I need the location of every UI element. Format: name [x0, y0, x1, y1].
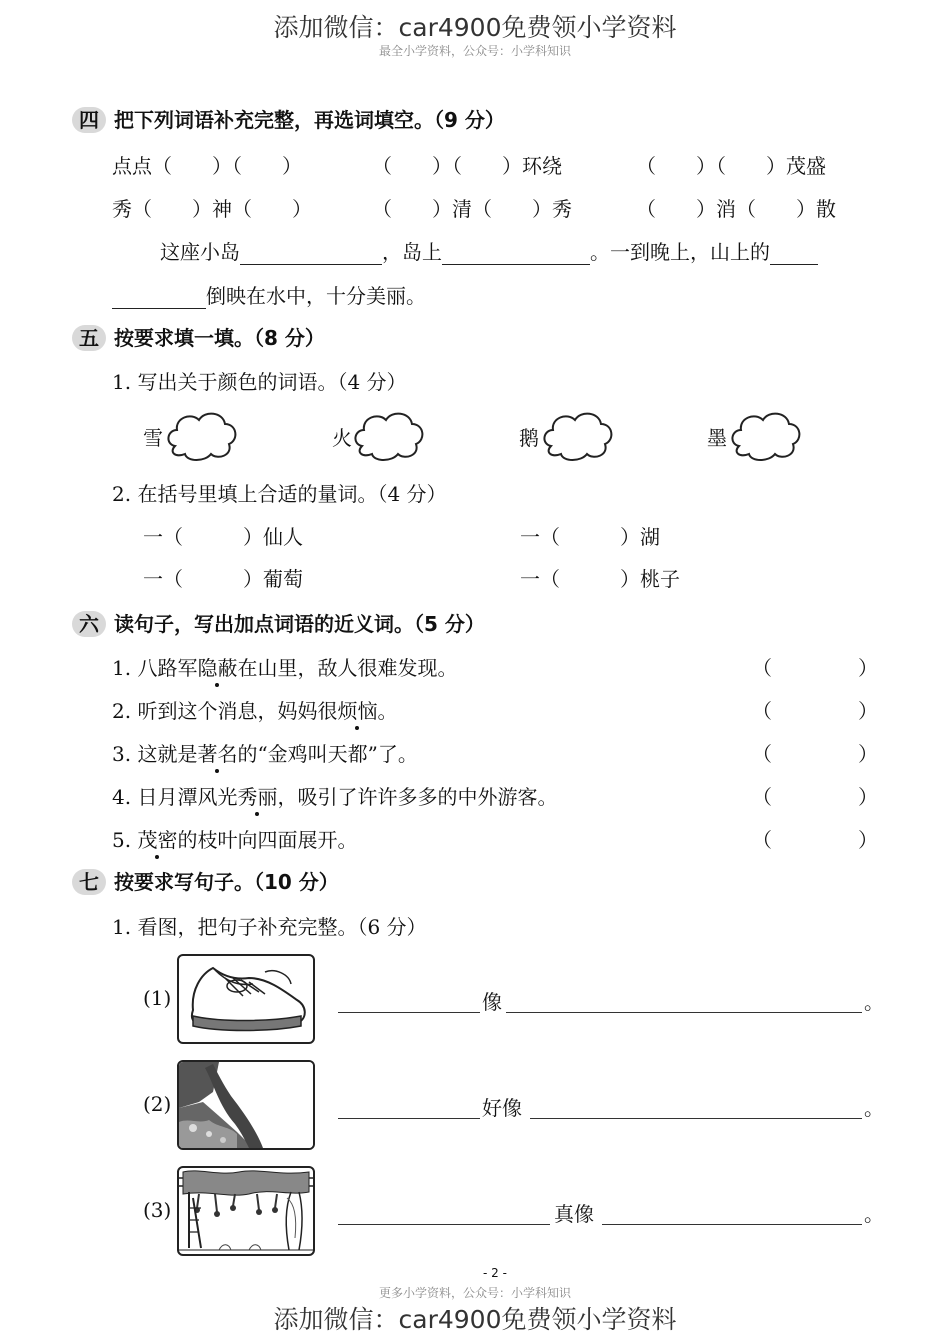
- dotted-word-2: 烦恼: [337, 699, 378, 723]
- section-4-title: 把下列词语补充完整，再选词填空。（9 分）: [114, 108, 505, 132]
- item-1-end: 。: [864, 990, 884, 1014]
- sec4-row1-item1: 点点（ ）（ ）: [112, 154, 302, 178]
- fill-blank-3-cont[interactable]: [112, 288, 206, 309]
- fill-text-d: 倒映在水中，十分美丽。: [206, 284, 426, 308]
- page-number: - 2 -: [483, 1266, 507, 1280]
- sec6-item-2: 2. 听到这个消息，妈妈很烦恼。: [112, 699, 398, 723]
- sec5-q2: 2. 在括号里填上合适的量词。（4 分）: [112, 482, 447, 506]
- watermark-subtext: 最全小学资料，公众号：小学科知识: [378, 44, 571, 58]
- measure-3: 一（ ）葡萄: [143, 567, 303, 591]
- watermark-header: 添加微信：car4900免费领小学资料: [273, 13, 677, 42]
- sec4-row1-item3: （ ）（ ）茂盛: [636, 154, 826, 178]
- shoe-icon: [179, 956, 313, 1042]
- section-5-title: 按要求填一填。（8 分）: [114, 326, 325, 350]
- sec6-item-3: 3. 这就是著名的“金鸡叫天都”了。: [112, 742, 418, 766]
- sec4-row2-item3: （ ）消（ ）散: [636, 197, 836, 221]
- dotted-word-1: 隐蔽: [197, 656, 238, 680]
- sec7-item-3-label: (3): [143, 1198, 172, 1222]
- dotted-word-4: 秀丽: [237, 785, 278, 809]
- sec6-item-5: 5. 茂密的枝叶向四面展开。: [112, 828, 358, 852]
- item-2-word: 好像: [482, 1096, 522, 1120]
- item-2-blank-1[interactable]: [338, 1117, 480, 1119]
- grape-trellis-icon: [179, 1168, 313, 1254]
- sec5-q1: 1. 写出关于颜色的词语。（4 分）: [112, 370, 407, 394]
- fill-text-b: ，岛上: [382, 240, 442, 264]
- section-6-number: 六: [72, 611, 106, 637]
- item-1-word: 像: [482, 990, 502, 1014]
- dotted-word-5: 茂密: [137, 828, 178, 852]
- sec4-row1-item2: （ ）（ ）环绕: [372, 154, 562, 178]
- measure-4: 一（ ）桃子: [520, 567, 680, 591]
- color-label-3: 鹅: [519, 426, 539, 450]
- grape-trellis-image: [177, 1166, 315, 1256]
- section-5-number: 五: [72, 325, 106, 351]
- shoe-image: [177, 954, 315, 1044]
- fill-blank-3[interactable]: [770, 244, 818, 265]
- sec7-item-2-label: (2): [143, 1092, 172, 1116]
- sec4-fill-sentence: [160, 236, 818, 265]
- item-3-end: 。: [864, 1202, 884, 1226]
- sec6-answer-5[interactable]: （ ）: [752, 828, 878, 852]
- waterfall-icon: [179, 1062, 313, 1148]
- item-3-word: 真像: [554, 1202, 594, 1226]
- section-5-heading: [72, 322, 325, 351]
- measure-2: 一（ ）湖: [520, 525, 660, 549]
- color-label-1: 雪: [143, 426, 163, 450]
- sec6-item-1: 1. 八路军隐蔽在山里，敌人很难发现。: [112, 656, 458, 680]
- waterfall-image: [177, 1060, 315, 1150]
- section-7-heading: [72, 866, 339, 895]
- sec6-answer-2[interactable]: （ ）: [752, 699, 878, 723]
- section-6-heading: [72, 608, 485, 637]
- watermark-footer: 添加微信：car4900免费领小学资料: [273, 1305, 677, 1334]
- footer-subtext: 更多小学资料，公众号：小学科知识: [378, 1286, 571, 1300]
- measure-1: 一（ ）仙人: [143, 525, 303, 549]
- sec7-q1: 1. 看图，把句子补充完整。（6 分）: [112, 915, 427, 939]
- section-4-number: 四: [72, 107, 106, 133]
- fill-blank-1[interactable]: [240, 244, 382, 265]
- cloud-answer-1[interactable]: [163, 408, 239, 462]
- cloud-answer-4[interactable]: [727, 408, 803, 462]
- fill-text-a: 这座小岛: [160, 240, 240, 264]
- section-7-number: 七: [72, 869, 106, 895]
- sec6-item-4: 4. 日月潭风光秀丽，吸引了许许多多的中外游客。: [112, 785, 558, 809]
- fill-text-c: 。一到晚上，山上的: [590, 240, 770, 264]
- sec6-answer-1[interactable]: （ ）: [752, 656, 878, 680]
- item-3-blank-1[interactable]: [338, 1223, 550, 1225]
- color-label-4: 墨: [707, 426, 727, 450]
- section-6-title: 读句子，写出加点词语的近义词。（5 分）: [114, 612, 485, 636]
- sec4-row2-item2: （ ）清（ ）秀: [372, 197, 572, 221]
- sec7-item-1-label: (1): [143, 986, 172, 1010]
- fill-blank-2[interactable]: [442, 244, 590, 265]
- item-1-blank-2[interactable]: [506, 1011, 862, 1013]
- dotted-word-3: 著名: [197, 742, 238, 766]
- sec6-answer-3[interactable]: （ ）: [752, 742, 878, 766]
- section-7-title: 按要求写句子。（10 分）: [114, 870, 339, 894]
- color-label-2: 火: [332, 426, 352, 450]
- sec6-answer-4[interactable]: （ ）: [752, 785, 878, 809]
- sec4-fill-sentence-cont: [112, 280, 426, 309]
- item-1-blank-1[interactable]: [338, 1011, 480, 1013]
- cloud-answer-2[interactable]: [350, 408, 426, 462]
- item-2-end: 。: [864, 1096, 884, 1120]
- item-3-blank-2[interactable]: [602, 1223, 862, 1225]
- sec4-row2-item1: 秀（ ）神（ ）: [112, 197, 312, 221]
- item-2-blank-2[interactable]: [530, 1117, 862, 1119]
- cloud-answer-3[interactable]: [539, 408, 615, 462]
- section-4-heading: [72, 104, 505, 133]
